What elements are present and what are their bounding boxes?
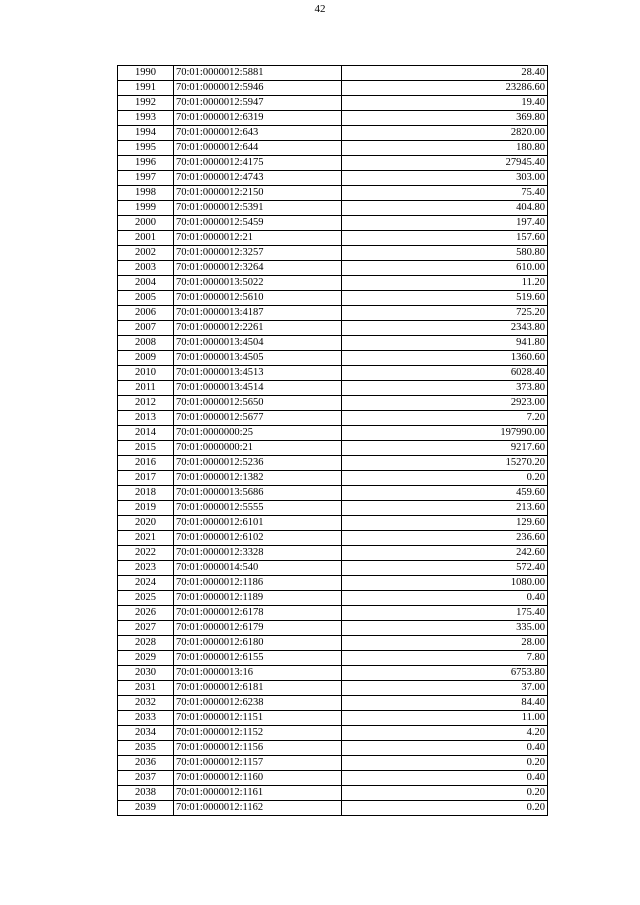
row-number: 2009 — [118, 351, 174, 366]
cadastral-number: 70:01:0000012:2261 — [174, 321, 342, 336]
row-number: 2014 — [118, 426, 174, 441]
row-number: 1998 — [118, 186, 174, 201]
cadastral-number: 70:01:0000012:3328 — [174, 546, 342, 561]
area-value: 610.00 — [342, 261, 548, 276]
table-row — [118, 66, 548, 81]
row-number: 2017 — [118, 471, 174, 486]
table-row — [118, 741, 548, 756]
area-value: 129.60 — [342, 516, 548, 531]
row-number: 2015 — [118, 441, 174, 456]
cadastral-number: 70:01:0000012:6101 — [174, 516, 342, 531]
area-value: 373.80 — [342, 381, 548, 396]
row-number: 2036 — [118, 756, 174, 771]
row-number: 2004 — [118, 276, 174, 291]
table-row — [118, 426, 548, 441]
cadastral-number: 70:01:0000012:5391 — [174, 201, 342, 216]
cadastral-number: 70:01:0000012:1162 — [174, 801, 342, 816]
row-number: 2027 — [118, 621, 174, 636]
area-value: 459.60 — [342, 486, 548, 501]
row-number: 1996 — [118, 156, 174, 171]
cadastral-number: 70:01:0000013:4504 — [174, 336, 342, 351]
area-value: 28.00 — [342, 636, 548, 651]
area-value: 180.80 — [342, 141, 548, 156]
area-value: 0.20 — [342, 471, 548, 486]
table-row — [118, 96, 548, 111]
cadastral-number: 70:01:0000012:5236 — [174, 456, 342, 471]
row-number: 2035 — [118, 741, 174, 756]
cadastral-table — [117, 65, 548, 816]
row-number: 2038 — [118, 786, 174, 801]
table-row — [118, 546, 548, 561]
area-value: 369.80 — [342, 111, 548, 126]
table-row — [118, 351, 548, 366]
row-number: 2010 — [118, 366, 174, 381]
cadastral-number: 70:01:0000012:6102 — [174, 531, 342, 546]
table-row — [118, 411, 548, 426]
row-number: 2002 — [118, 246, 174, 261]
row-number: 2028 — [118, 636, 174, 651]
area-value: 197.40 — [342, 216, 548, 231]
cadastral-number: 70:01:0000012:1157 — [174, 756, 342, 771]
row-number: 2005 — [118, 291, 174, 306]
cadastral-number: 70:01:0000013:4505 — [174, 351, 342, 366]
area-value: 84.40 — [342, 696, 548, 711]
table-row — [118, 456, 548, 471]
area-value: 2923.00 — [342, 396, 548, 411]
table-row — [118, 336, 548, 351]
table-row — [118, 306, 548, 321]
row-number: 1990 — [118, 66, 174, 81]
area-value: 4.20 — [342, 726, 548, 741]
table-row — [118, 681, 548, 696]
area-value: 303.00 — [342, 171, 548, 186]
row-number: 1993 — [118, 111, 174, 126]
table-row — [118, 501, 548, 516]
cadastral-number: 70:01:0000012:6319 — [174, 111, 342, 126]
row-number: 2026 — [118, 606, 174, 621]
area-value: 572.40 — [342, 561, 548, 576]
cadastral-number: 70:01:0000012:5650 — [174, 396, 342, 411]
cadastral-number: 70:01:0000000:25 — [174, 426, 342, 441]
cadastral-number: 70:01:0000012:5947 — [174, 96, 342, 111]
area-value: 75.40 — [342, 186, 548, 201]
area-value: 335.00 — [342, 621, 548, 636]
area-value: 1080.00 — [342, 576, 548, 591]
area-value: 9217.60 — [342, 441, 548, 456]
table-row — [118, 156, 548, 171]
area-value: 0.20 — [342, 756, 548, 771]
row-number: 2031 — [118, 681, 174, 696]
table-row — [118, 441, 548, 456]
row-number: 2037 — [118, 771, 174, 786]
row-number: 2023 — [118, 561, 174, 576]
table-row — [118, 486, 548, 501]
table-row — [118, 246, 548, 261]
cadastral-number: 70:01:0000012:5946 — [174, 81, 342, 96]
area-value: 175.40 — [342, 606, 548, 621]
page-number: 42 — [314, 3, 326, 15]
cadastral-number: 70:01:0000012:6178 — [174, 606, 342, 621]
row-number: 2006 — [118, 306, 174, 321]
table-row — [118, 801, 548, 816]
row-number: 2019 — [118, 501, 174, 516]
cadastral-number: 70:01:0000012:1161 — [174, 786, 342, 801]
table-row — [118, 366, 548, 381]
table-row — [118, 81, 548, 96]
row-number: 2029 — [118, 651, 174, 666]
table-row — [118, 591, 548, 606]
row-number: 1992 — [118, 96, 174, 111]
row-number: 1997 — [118, 171, 174, 186]
row-number: 2033 — [118, 711, 174, 726]
cadastral-number: 70:01:0000013:4513 — [174, 366, 342, 381]
cadastral-number: 70:01:0000012:5881 — [174, 66, 342, 81]
area-value: 236.60 — [342, 531, 548, 546]
row-number: 2032 — [118, 696, 174, 711]
area-value: 23286.60 — [342, 81, 548, 96]
cadastral-number: 70:01:0000000:21 — [174, 441, 342, 456]
area-value: 0.20 — [342, 801, 548, 816]
cadastral-number: 70:01:0000012:1160 — [174, 771, 342, 786]
row-number: 2001 — [118, 231, 174, 246]
table-row — [118, 111, 548, 126]
area-value: 725.20 — [342, 306, 548, 321]
table-row — [118, 126, 548, 141]
table-row — [118, 291, 548, 306]
cadastral-number: 70:01:0000013:16 — [174, 666, 342, 681]
table-row — [118, 216, 548, 231]
table-row — [118, 606, 548, 621]
area-value: 519.60 — [342, 291, 548, 306]
table-row — [118, 576, 548, 591]
table-row — [118, 711, 548, 726]
table-row — [118, 261, 548, 276]
row-number: 2021 — [118, 531, 174, 546]
cadastral-number: 70:01:0000012:1156 — [174, 741, 342, 756]
table-row — [118, 201, 548, 216]
row-number: 2034 — [118, 726, 174, 741]
area-value: 213.60 — [342, 501, 548, 516]
area-value: 0.40 — [342, 591, 548, 606]
area-value: 19.40 — [342, 96, 548, 111]
cadastral-number: 70:01:0000012:1382 — [174, 471, 342, 486]
area-value: 580.80 — [342, 246, 548, 261]
cadastral-number: 70:01:0000012:3257 — [174, 246, 342, 261]
area-value: 37.00 — [342, 681, 548, 696]
cadastral-number: 70:01:0000012:1186 — [174, 576, 342, 591]
table-row — [118, 171, 548, 186]
area-value: 197990.00 — [342, 426, 548, 441]
cadastral-number: 70:01:0000012:6155 — [174, 651, 342, 666]
cadastral-number: 70:01:0000012:5677 — [174, 411, 342, 426]
area-value: 404.80 — [342, 201, 548, 216]
cadastral-number: 70:01:0000012:3264 — [174, 261, 342, 276]
row-number: 2013 — [118, 411, 174, 426]
cadastral-number: 70:01:0000013:5022 — [174, 276, 342, 291]
table-row — [118, 321, 548, 336]
table-row — [118, 666, 548, 681]
area-value: 1360.60 — [342, 351, 548, 366]
area-value: 0.20 — [342, 786, 548, 801]
row-number: 1999 — [118, 201, 174, 216]
table-row — [118, 786, 548, 801]
row-number: 2007 — [118, 321, 174, 336]
table-row — [118, 516, 548, 531]
cadastral-number: 70:01:0000012:21 — [174, 231, 342, 246]
cadastral-number: 70:01:0000013:4187 — [174, 306, 342, 321]
row-number: 1994 — [118, 126, 174, 141]
row-number: 2018 — [118, 486, 174, 501]
table-row — [118, 396, 548, 411]
table-row — [118, 381, 548, 396]
cadastral-number: 70:01:0000013:5686 — [174, 486, 342, 501]
area-value: 7.20 — [342, 411, 548, 426]
cadastral-number: 70:01:0000012:6179 — [174, 621, 342, 636]
area-value: 11.20 — [342, 276, 548, 291]
table-row — [118, 276, 548, 291]
table-row — [118, 231, 548, 246]
cadastral-number: 70:01:0000012:5459 — [174, 216, 342, 231]
table-row — [118, 696, 548, 711]
area-value: 2343.80 — [342, 321, 548, 336]
row-number: 2008 — [118, 336, 174, 351]
area-value: 6028.40 — [342, 366, 548, 381]
row-number: 2030 — [118, 666, 174, 681]
table-row — [118, 621, 548, 636]
cadastral-number: 70:01:0000012:5610 — [174, 291, 342, 306]
area-value: 27945.40 — [342, 156, 548, 171]
row-number: 2003 — [118, 261, 174, 276]
cadastral-number: 70:01:0000012:1151 — [174, 711, 342, 726]
cadastral-number: 70:01:0000012:5555 — [174, 501, 342, 516]
area-value: 15270.20 — [342, 456, 548, 471]
table-row — [118, 756, 548, 771]
table-row — [118, 531, 548, 546]
row-number: 2020 — [118, 516, 174, 531]
cadastral-number: 70:01:0000012:6180 — [174, 636, 342, 651]
area-value: 157.60 — [342, 231, 548, 246]
row-number: 2022 — [118, 546, 174, 561]
table-row — [118, 726, 548, 741]
row-number: 2000 — [118, 216, 174, 231]
cadastral-number: 70:01:0000012:1189 — [174, 591, 342, 606]
cadastral-number: 70:01:0000014:540 — [174, 561, 342, 576]
area-value: 0.40 — [342, 741, 548, 756]
area-value: 7.80 — [342, 651, 548, 666]
table-row — [118, 636, 548, 651]
table-row — [118, 561, 548, 576]
table-row — [118, 771, 548, 786]
cadastral-number: 70:01:0000012:643 — [174, 126, 342, 141]
area-value: 11.00 — [342, 711, 548, 726]
area-value: 2820.00 — [342, 126, 548, 141]
cadastral-number: 70:01:0000012:644 — [174, 141, 342, 156]
row-number: 2012 — [118, 396, 174, 411]
cadastral-number: 70:01:0000012:6181 — [174, 681, 342, 696]
row-number: 1995 — [118, 141, 174, 156]
table-row — [118, 471, 548, 486]
area-value: 941.80 — [342, 336, 548, 351]
cadastral-number: 70:01:0000012:1152 — [174, 726, 342, 741]
row-number: 2039 — [118, 801, 174, 816]
row-number: 2025 — [118, 591, 174, 606]
cadastral-number: 70:01:0000012:4743 — [174, 171, 342, 186]
row-number: 2016 — [118, 456, 174, 471]
area-value: 6753.80 — [342, 666, 548, 681]
cadastral-number: 70:01:0000012:2150 — [174, 186, 342, 201]
table-row — [118, 651, 548, 666]
table-row — [118, 141, 548, 156]
area-value: 28.40 — [342, 66, 548, 81]
row-number: 1991 — [118, 81, 174, 96]
table-body — [118, 66, 548, 816]
cadastral-number: 70:01:0000013:4514 — [174, 381, 342, 396]
cadastral-number: 70:01:0000012:6238 — [174, 696, 342, 711]
area-value: 242.60 — [342, 546, 548, 561]
row-number: 2011 — [118, 381, 174, 396]
row-number: 2024 — [118, 576, 174, 591]
table-row — [118, 186, 548, 201]
area-value: 0.40 — [342, 771, 548, 786]
cadastral-number: 70:01:0000012:4175 — [174, 156, 342, 171]
